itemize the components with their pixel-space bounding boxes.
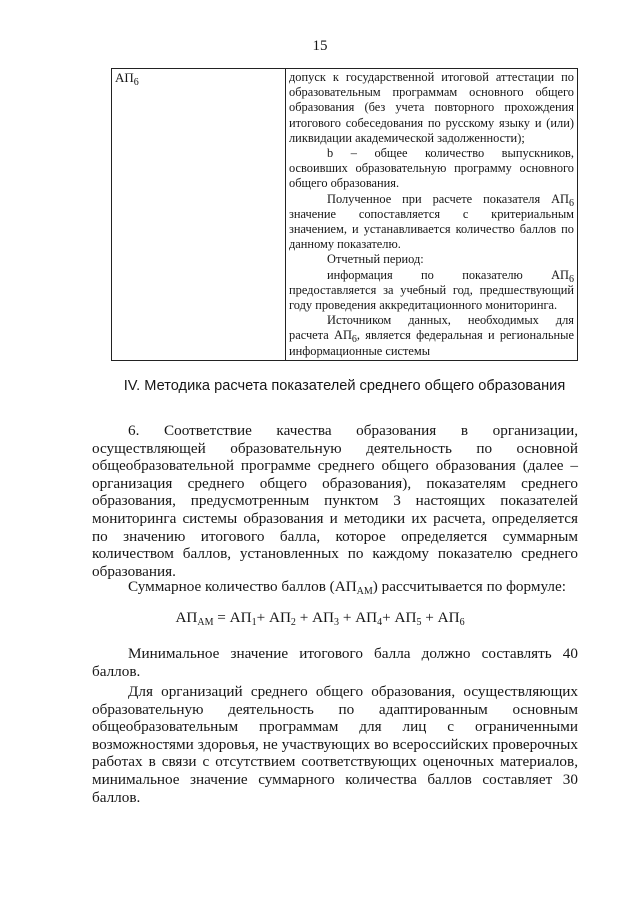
paragraph-text: Минимальное значение итогового балла должно составлять 40 баллов.: [92, 645, 578, 680]
description-line-2: b – общее количество выпускников, освоивших образовательную программу основного общего образования.: [289, 146, 574, 191]
formula-term: АП: [229, 609, 252, 626]
equals-sign: =: [213, 609, 230, 626]
description-line-4: Отчетный период:: [327, 252, 424, 267]
paragraph-text: Для организаций среднего общего образования, осуществляющих образовательную деятельность по адаптированным основным общеобразовательным программам для лиц с ограниченными возможностями здоровья, не участвующих во всероссийских проверочных работах в связи с отсутствием соответствующих оценочных материалов, минимальное значение суммарного количества баллов составляет 30 баллов.: [92, 683, 578, 806]
indicator-cell: [112, 69, 286, 361]
formula-term: + АП: [256, 609, 291, 626]
section-heading: IV. Методика расчета показателей среднего общего образования: [123, 378, 566, 394]
text-fragment: ) рассчитывается по формуле:: [372, 578, 566, 595]
subscript: 5: [416, 617, 422, 628]
indicator-label: АП: [115, 70, 134, 85]
paragraph-1: [92, 422, 578, 580]
table-row: [112, 69, 578, 361]
text-fragment: Полученное при расчете показателя АП: [327, 191, 569, 206]
paragraph-text: 6. Соответствие качества образования в организации, осуществляющей образовательную деятельность по основной общеобразовательной программе среднего общего образования (далее – организация среднего общего образования), показателям среднего образования, предусмотренным пунктом 3 настоящих показателей мониторинга системы образования и методики их расчета, определяется по значению итогового балла, которое определяется суммарным количеством баллов, установленных по каждому показателю среднего образования.: [92, 422, 578, 580]
page-number: 15: [312, 38, 328, 54]
description-line-1: допуск к государственной итоговой аттестации по образовательным программам основного общего образования (без учета повторного прохождения итогового собеседования по русскому языку и (или) ликвидации академической задолженности);: [289, 70, 574, 145]
text-fragment: Источником данных, необходимых для расчета АП: [289, 313, 574, 343]
text-fragment: значение сопоставляется с критериальным значением, и устанавливается количество баллов по данному показателю.: [289, 206, 574, 252]
subscript: 3: [334, 617, 340, 628]
paragraph-text: [92, 578, 578, 596]
subscript: 6: [569, 273, 574, 285]
formula-term: АП: [175, 609, 198, 626]
subscript: 2: [290, 617, 296, 628]
description-line-5: [289, 268, 574, 314]
description-line-6: [289, 313, 574, 359]
subscript: 4: [377, 617, 383, 628]
formula-term: + АП: [339, 609, 378, 626]
subscript: 6: [459, 617, 465, 628]
subscript: АМ: [197, 617, 214, 628]
indicator-subscript: 6: [133, 77, 139, 88]
subscript: 1: [251, 617, 257, 628]
subscript: АМ: [356, 586, 373, 597]
indicator-table: [111, 68, 578, 361]
text-fragment: Суммарное количество баллов (АП: [128, 578, 357, 595]
formula-term: + АП: [421, 609, 460, 626]
sum-formula: [0, 609, 640, 627]
description-line-3: [289, 192, 574, 253]
subscript: 6: [351, 334, 357, 346]
description-cell: [286, 69, 578, 361]
formula-term: + АП: [295, 609, 335, 626]
text-fragment: , является федеральная и региональные информационные системы: [289, 328, 574, 358]
text-fragment: предоставляется за учебный год, предшествующий году проведения аккредитационного мониторинга.: [289, 282, 574, 313]
paragraph-3: [92, 645, 578, 680]
paragraph-2: [92, 578, 578, 596]
paragraph-4: [92, 683, 578, 806]
formula-term: + АП: [382, 609, 417, 626]
text-fragment: информация по показателю АП: [327, 267, 569, 282]
subscript: 6: [569, 197, 574, 209]
